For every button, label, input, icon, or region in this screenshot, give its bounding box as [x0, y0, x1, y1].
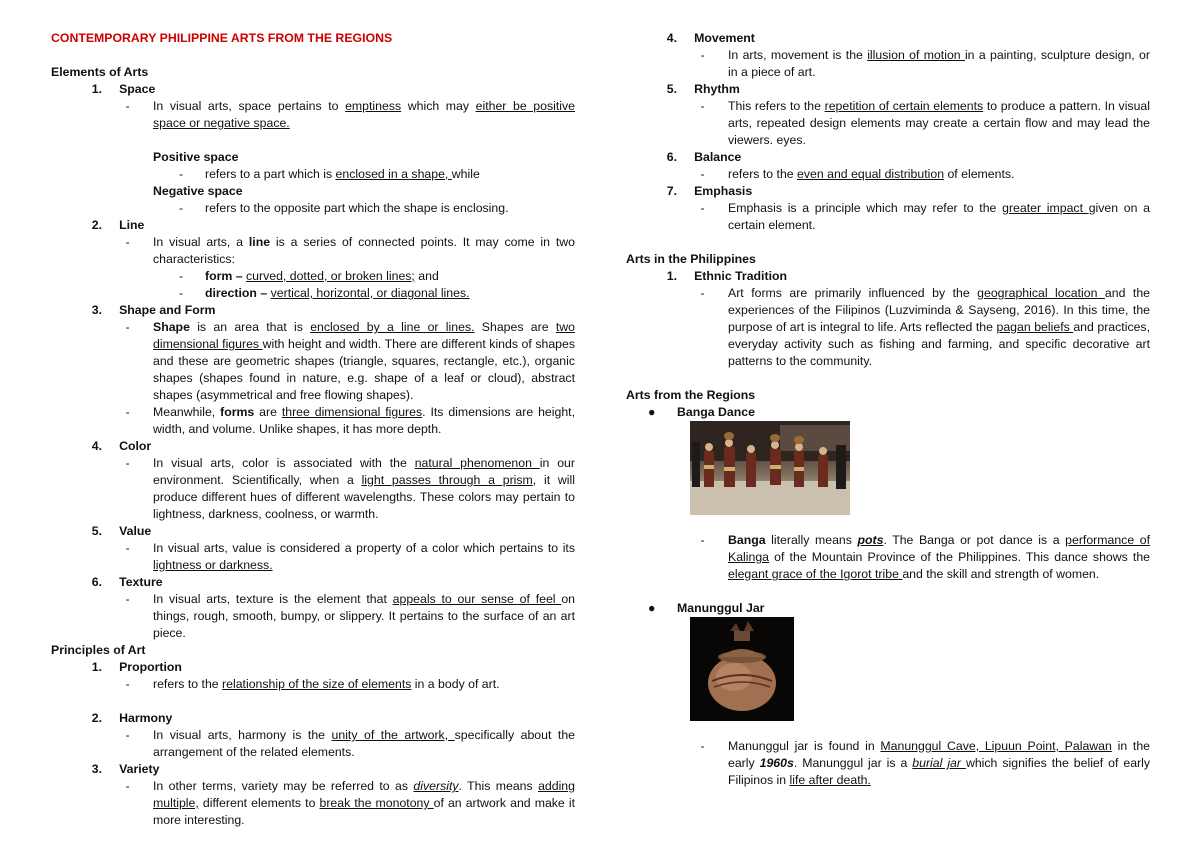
proportion-desc: - refers to the relationship of the size of elements in a body of art. [125, 677, 500, 691]
element-space: 1. Space [91, 82, 156, 96]
element-line: 2. Line [91, 218, 145, 232]
manunggul-jar-item: ● Manunggul Jar [648, 601, 765, 615]
bullet-icon: ● [648, 601, 656, 615]
color-desc: - In visual arts, color is associated with the natural phenomenon in our environment. Scientifically, when a light passes through a prism, it will produce different hues of different wavelengths. These colors may pertain to lightness, darkness, coolness, or warmth. [125, 456, 575, 521]
element-color: 4. Color [91, 439, 152, 453]
principle-rhythm: 5. Rhythm [666, 82, 740, 96]
element-shape-form: 3. Shape and Form [91, 303, 216, 317]
space-desc: - In visual arts, space pertains to emptiness which may either be positive space or negative space. [125, 99, 575, 130]
rhythm-desc: - This refers to the repetition of certain elements to produce a pattern. In visual arts, repeated design elements may create a certain flow and may lead the viewers. eyes. [700, 99, 1150, 147]
principle-variety: 3. Variety [91, 762, 160, 776]
line-form: - form – curved, dotted, or broken lines; and [179, 269, 439, 283]
principle-proportion: 1. Proportion [91, 660, 182, 674]
manunggul-jar-photo [690, 617, 794, 721]
negative-space-heading: Negative space [153, 184, 243, 198]
form-desc: - Meanwhile, forms are three dimensional figures. Its dimensions are height, width, and volume. Unlike shapes, it has more depth. [125, 405, 575, 436]
negative-space-desc: - refers to the opposite part which the shape is enclosing. [179, 201, 509, 215]
document-title: CONTEMPORARY PHILIPPINE ARTS FROM THE REGIONS [51, 31, 393, 45]
right-column [626, 30, 1150, 789]
element-texture: 6. Texture [91, 575, 163, 589]
harmony-desc: - In visual arts, harmony is the unity of the artwork, specifically about the arrangement of the related elements. [125, 728, 575, 759]
shape-desc: - Shape is an area that is enclosed by a line or lines. Shapes are two dimensional figures with height and width. There are different kinds of shapes and these are geometric shapes (triangle, squares, rectangle, etc.), organic shapes (shapes found in nature, e.g. shape of a leaf or cloud), abstract shapes (asymmetrical and free flowing shapes). [125, 320, 576, 402]
ethnic-tradition: 1. Ethnic Tradition [666, 269, 788, 283]
line-direction: - direction – vertical, horizontal, or diagonal lines. [179, 286, 470, 300]
banga-dance-item: ● Banga Dance [648, 405, 755, 419]
manunggul-jar-image [690, 617, 794, 721]
balance-desc: - refers to the even and equal distribution of elements. [700, 167, 1015, 181]
principle-harmony: 2. Harmony [91, 711, 173, 725]
line-desc: - In visual arts, a line is a series of connected points. It may come in two characteristics: [125, 235, 575, 266]
principle-emphasis: 7. Emphasis [666, 184, 753, 198]
banga-dance-photo [690, 421, 850, 515]
arts-philippines-heading: Arts in the Philippines [626, 252, 756, 266]
banga-dance-image [690, 421, 850, 515]
positive-space-heading: Positive space [153, 150, 239, 164]
jar-desc: - Manunggul jar is found in Manunggul Cave, Lipuun Point, Palawan in the early 1960s. Manunggul jar is a burial jar which signifies the belief of early Filipinos in life after death. [700, 739, 1151, 787]
bullet-icon: ● [648, 405, 656, 419]
banga-desc: - Banga literally means pots. The Banga or pot dance is a performance of Kalinga of the Mountain Province of the Philippines. This dance shows the elegant grace of the Igorot tribe and the skill and strength of women. [700, 533, 1150, 581]
emphasis-desc: - Emphasis is a principle which may refer to the greater impact given on a certain element. [700, 201, 1151, 232]
principles-heading: Principles of Art [51, 643, 146, 657]
texture-desc: - In visual arts, texture is the element that appeals to our sense of feel on things, rough, smooth, bumpy, or slippery. It pertains to the surface of an art piece. [125, 592, 575, 640]
principle-balance: 6. Balance [666, 150, 742, 164]
elements-heading: Elements of Arts [51, 65, 149, 79]
value-desc: - In visual arts, value is considered a property of a color which pertains to its lightness or darkness. [125, 541, 575, 572]
variety-desc: - In other terms, variety may be referred to as diversity. This means adding multiple, different elements to break the monotony of an artwork and make it more interesting. [125, 779, 576, 827]
arts-regions-heading: Arts from the Regions [626, 388, 756, 402]
movement-desc: - In arts, movement is the illusion of motion in a painting, sculpture design, or in a piece of art. [700, 48, 1150, 79]
positive-space-desc: - refers to a part which is enclosed in a shape, while [179, 167, 480, 181]
element-value: 5. Value [91, 524, 152, 538]
principle-movement: 4. Movement [666, 31, 755, 45]
left-column [51, 30, 575, 829]
ethnic-desc: - Art forms are primarily influenced by the geographical location and the experiences of the Filipinos (Luzviminda & Sayseng, 2016). In this time, the purpose of art is integral to life. Arts reflected the pagan beliefs and practices, everyday activity such as fishing and farming, and specific decorative art patterns to the community. [700, 286, 1151, 368]
